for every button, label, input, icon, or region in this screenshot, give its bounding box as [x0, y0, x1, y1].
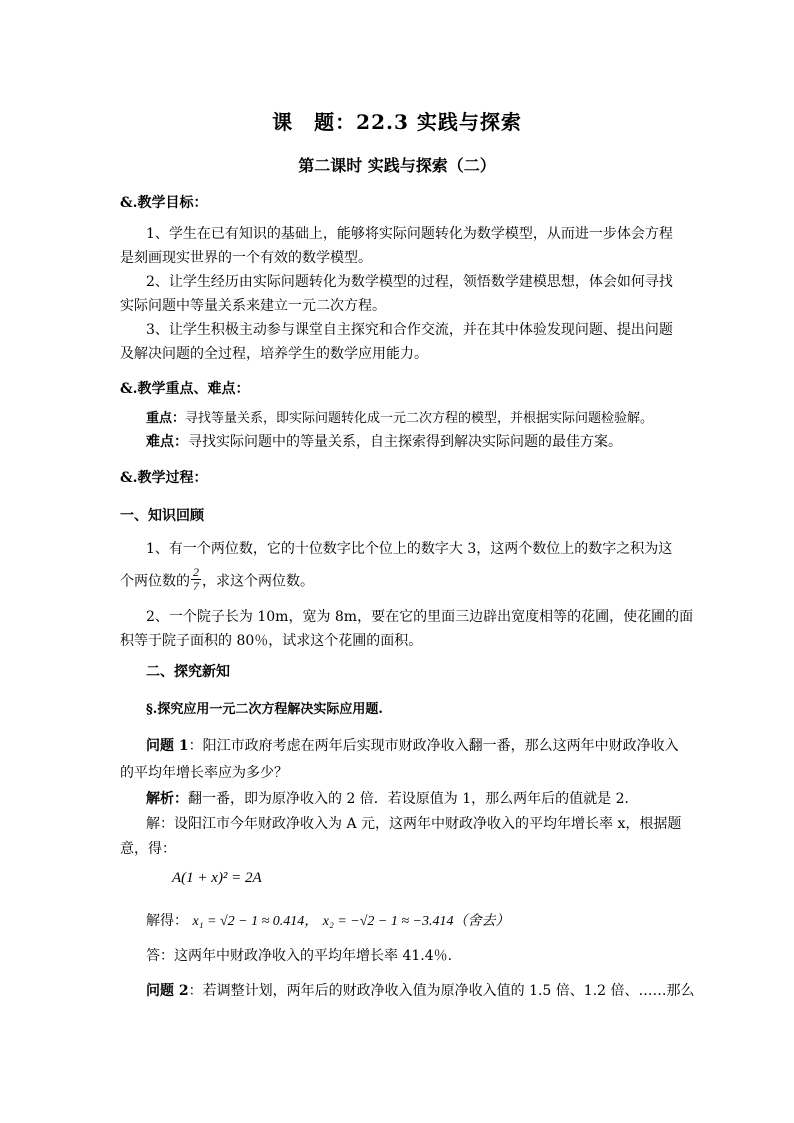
solve-x1: x₁ = √2 − 1 ≈ 0.414， [192, 914, 319, 929]
review-question-1: 1、有一个两位数，它的十位数字比个位上的数字大 3，这两个数位上的数字之积为这 [146, 541, 673, 557]
objective-line: 2、让学生经历由实际问题转化为数学模型的过程，领悟数学建模思想，体会如何寻找 [146, 274, 673, 290]
problem-2-text: ：若调整计划，两年后的财政净收入值为原净收入值的 1.5 倍、1.2 倍、……那么 [188, 983, 695, 999]
problem-1-label: 问题 1 [146, 738, 189, 754]
page-subtitle: 第二课时 实践与探索（二） [298, 156, 496, 175]
objective-line: 及解决问题的全过程，培养学生的数学应用能力。 [120, 346, 428, 362]
fraction-denominator: 7 [193, 579, 199, 593]
equation: A(1 + x)² = 2A [172, 870, 262, 886]
objective-line: 是刻画现实世界的一个有效的数学模型。 [120, 250, 372, 266]
review-q1-text: 个两位数的 [120, 573, 190, 590]
problem-1-line [146, 735, 706, 757]
solve-line [146, 910, 706, 933]
review-question-2: 2、一个院子长为 10m，宽为 8m，要在它的里面三边辟出宽度相等的花圃，使花圃的面 [146, 609, 694, 625]
review-question-1-cont [120, 565, 680, 595]
review-heading: 一、知识回顾 [120, 508, 204, 524]
objectives-heading: &.教学目标： [120, 195, 208, 211]
explore-topic: §.探究应用一元二次方程解决实际应用题. [146, 702, 383, 717]
problem-2-line [146, 980, 706, 1002]
solution-cont: 意，得： [120, 841, 176, 857]
fraction-numerator: 2 [193, 565, 199, 579]
difficulty-line [146, 431, 706, 453]
fraction [191, 566, 201, 593]
review-question-2-cont: 积等于院子面积的 80％，试求这个花圃的面积。 [120, 633, 423, 649]
difficulty-label: 难点： [146, 434, 188, 450]
analysis-text: 翻一番，即为原净收入的 2 倍．若设原值为 1，那么两年后的值就是 2． [188, 791, 639, 807]
keypoint-text: 寻找等量关系，即实际问题转化成一元二次方程的模型，并根据实际问题检验解。 [185, 411, 654, 426]
solve-x2: x₂ = −√2 − 1 ≈ −3.414（舍去） [322, 914, 510, 929]
difficulty-text: 寻找实际问题中的等量关系，自主探索得到解决实际问题的最佳方案。 [188, 434, 622, 450]
analysis-line [146, 788, 706, 810]
objective-line: 1、学生在已有知识的基础上，能够将实际问题转化为数学模型，从而进一步体会方程 [146, 226, 673, 242]
objective-line: 实际问题中等量关系来建立一元二次方程。 [120, 298, 386, 314]
keypoint-label: 重点： [146, 411, 186, 426]
keypoint-line [146, 408, 706, 430]
problem-1-cont: 的平均年增长率应为多少？ [120, 765, 288, 781]
explore-heading: 二、探究新知 [146, 664, 230, 680]
problem-2-label: 问题 2 [146, 983, 189, 999]
objective-line: 3、让学生积极主动参与课堂自主探究和合作交流，并在其中体验发现问题、提出问题 [146, 322, 673, 338]
problem-1-text: ：阳江市政府考虑在两年后实现市财政净收入翻一番，那么这两年中财政净收入 [188, 738, 679, 754]
review-q1-text-end: ，求这个两位数。 [202, 573, 314, 590]
keypoints-heading: &.教学重点、难点： [120, 381, 250, 397]
analysis-label: 解析： [146, 791, 188, 807]
solve-label: 解得： [146, 913, 188, 929]
process-heading: &.教学过程： [120, 470, 208, 486]
solution-line: 解：设阳江市今年财政净收入为 A 元，这两年中财政净收入的平均年增长率 x，根据题 [146, 816, 682, 832]
page-title: 课 题：22.3 实践与探索 [272, 110, 522, 134]
answer-line: 答：这两年中财政净收入的平均年增长率 41.4％. [146, 948, 453, 964]
